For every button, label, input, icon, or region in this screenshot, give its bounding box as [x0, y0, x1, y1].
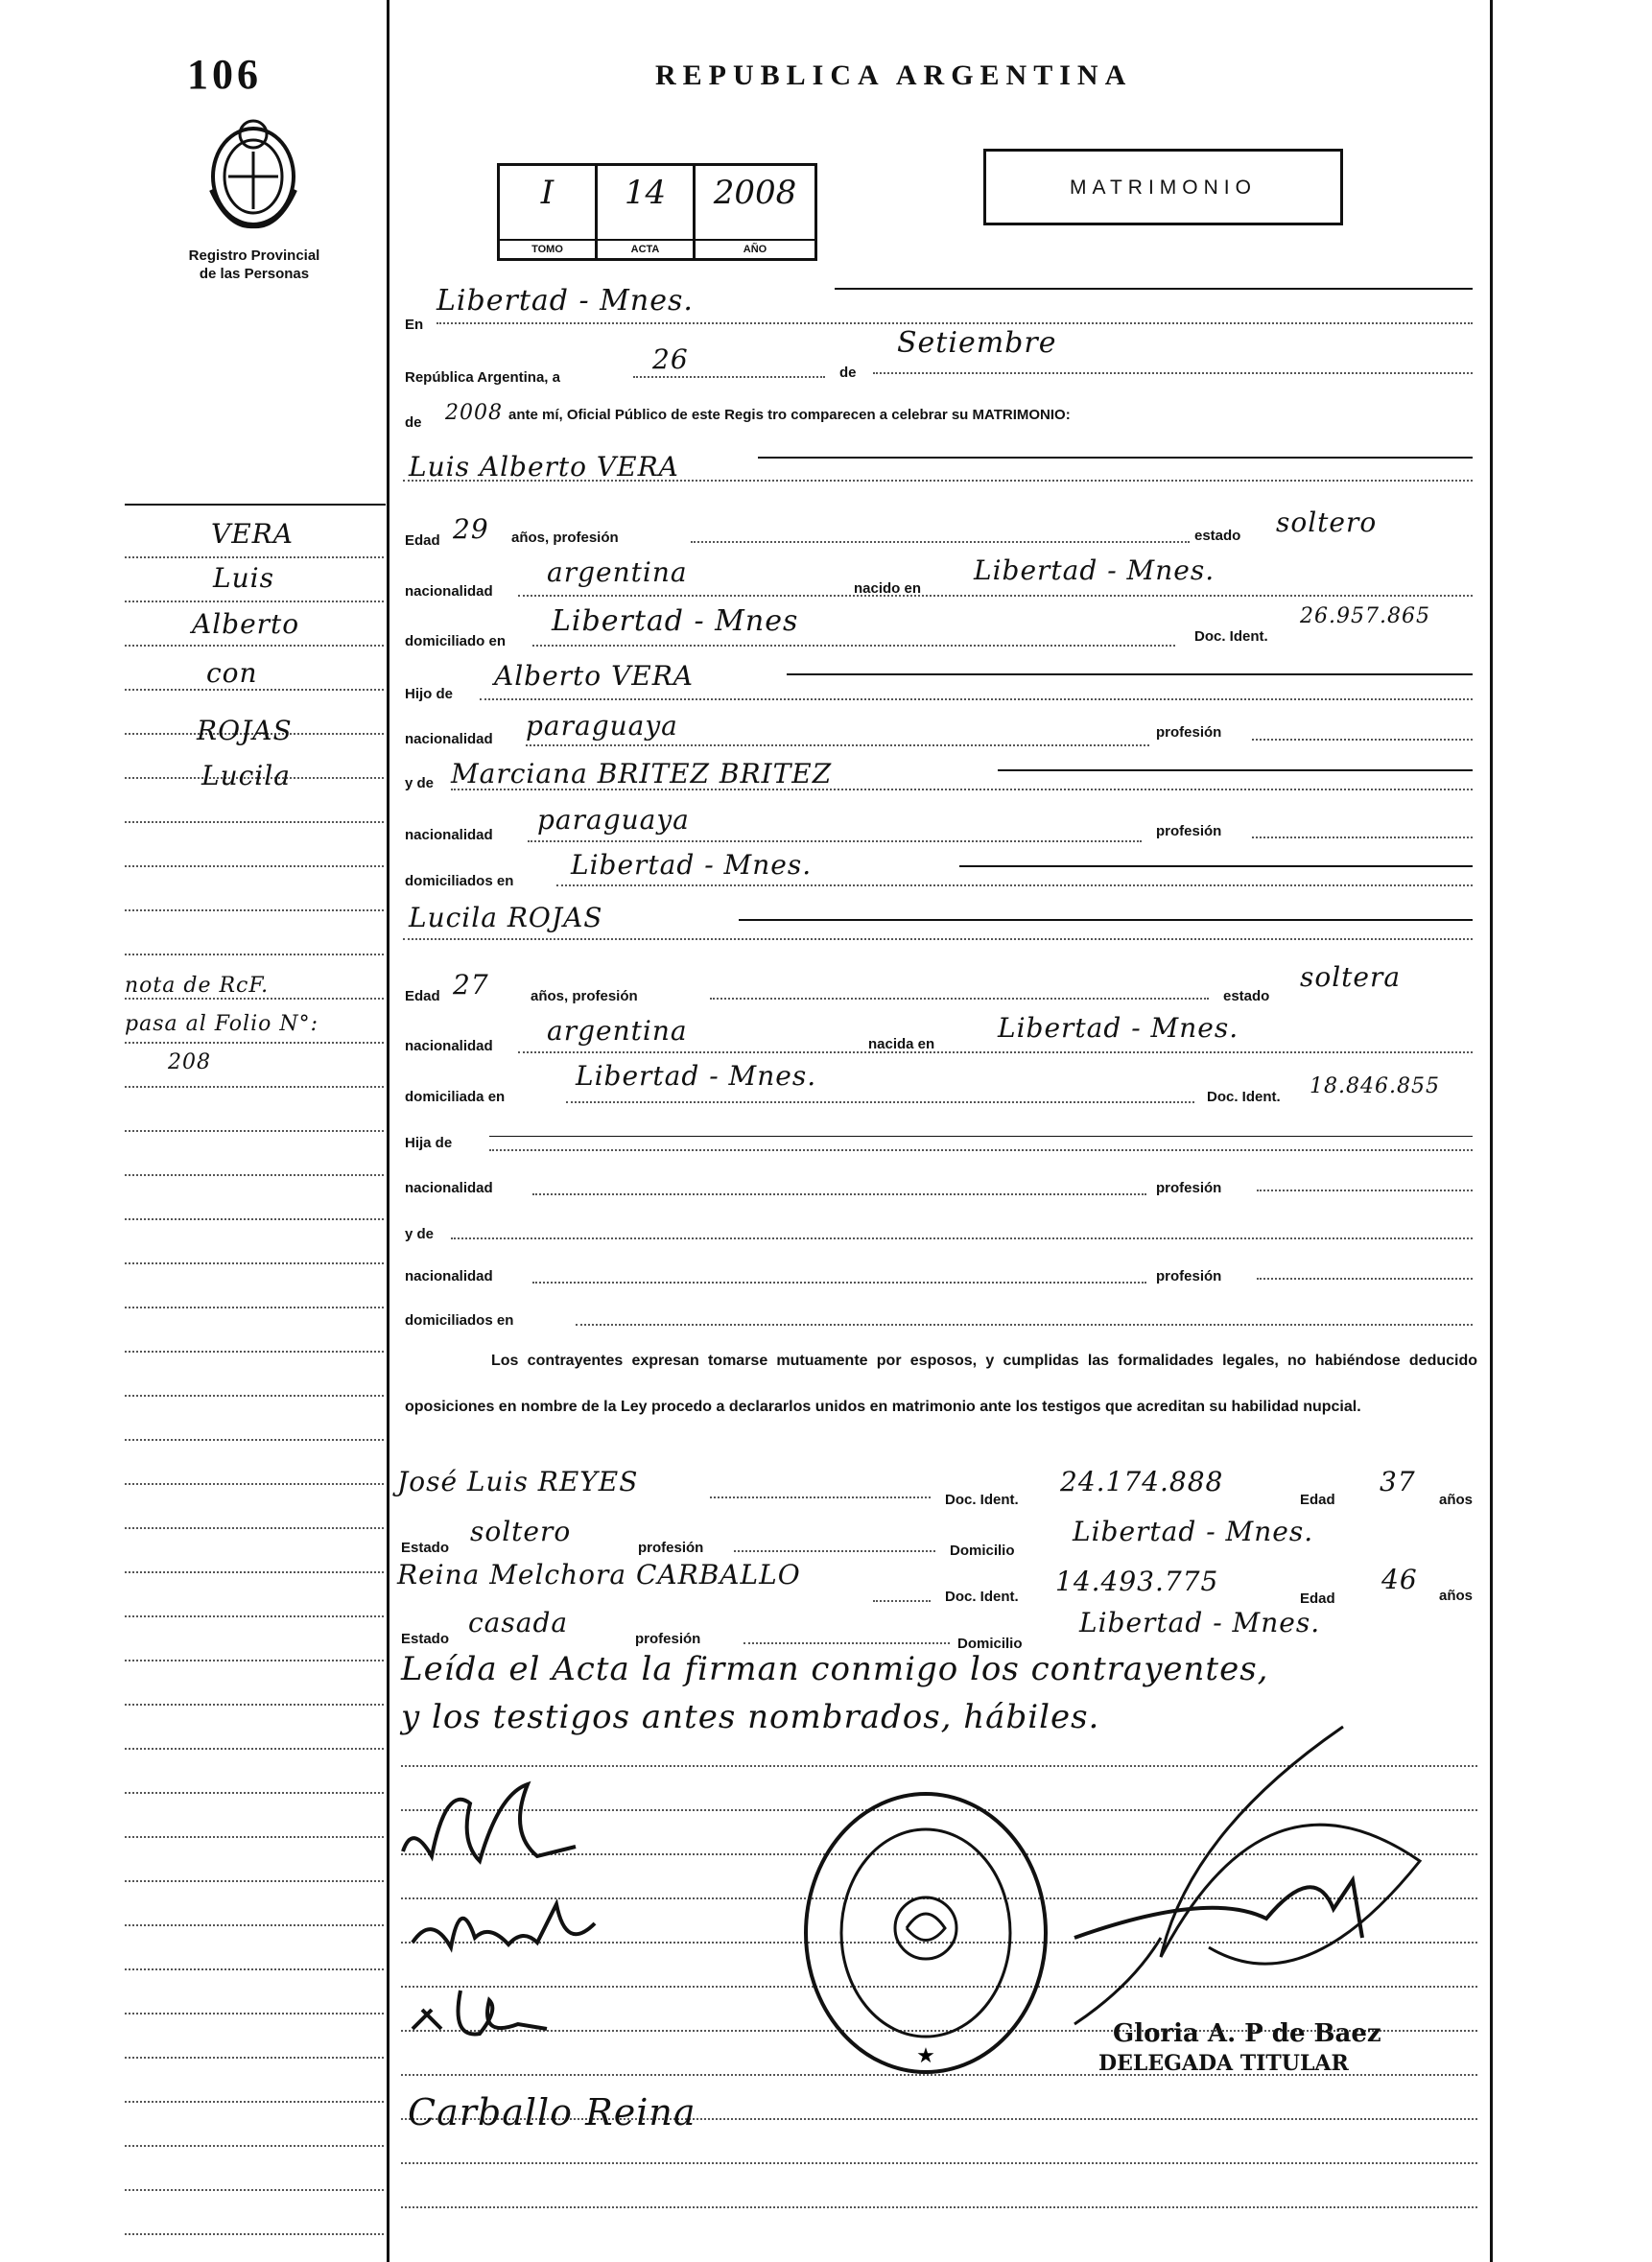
anios-label: años: [1439, 1588, 1474, 1604]
fill-line: [710, 1496, 931, 1498]
body-ruled-line: [401, 2206, 1477, 2208]
nacionalidad-label: nacionalidad: [405, 1038, 493, 1054]
margin-ruled-line: [125, 1527, 384, 1529]
anios-label: años: [1439, 1492, 1474, 1508]
hijo-label: Hijo de: [405, 686, 454, 702]
en-label: En: [405, 317, 424, 333]
fill-line: [437, 322, 1473, 324]
edad-label: Edad: [1300, 1590, 1335, 1607]
lugar-value: Libertad - Mnes.: [437, 284, 694, 318]
act-type-box: [983, 149, 1343, 225]
fill-line: [532, 1193, 1146, 1195]
acta-label: ACTA: [598, 239, 693, 258]
estado-label: estado: [1223, 988, 1270, 1004]
nacionalidad-label: nacionalidad: [405, 731, 493, 747]
margin-ruled-line: [125, 998, 384, 1000]
nacionalidad-label: nacionalidad: [405, 1268, 493, 1284]
act-type: MATRIMONIO: [1070, 177, 1257, 199]
closing-line-2: y los testigos antes nombrados, hábiles.: [401, 1698, 1100, 1736]
closing-line-1: Leída el Acta la firman conmigo los contrayentes,: [401, 1650, 1269, 1688]
nacida-label: nacida en: [868, 1036, 935, 1052]
estado-label: Estado: [401, 1631, 450, 1647]
fill-line: [489, 1149, 1473, 1151]
witness2-age: 46: [1381, 1564, 1418, 1595]
registry-name: Registro Provincial de las Personas: [188, 247, 320, 282]
anio-cell: [696, 166, 814, 258]
margin-ruled-line: [125, 2189, 384, 2191]
tomo-cell: [500, 166, 598, 258]
fill-line: [518, 1051, 1473, 1053]
doc-label: Doc. Ident.: [945, 1492, 1019, 1508]
mother-nacionalidad: paraguaya: [537, 804, 690, 836]
domiciliados-label: domiciliados en: [405, 873, 514, 889]
estado-label: estado: [1194, 528, 1241, 544]
profesion-label: profesión: [1156, 1180, 1222, 1196]
edad-label: Edad: [405, 532, 440, 549]
fill-line: [526, 744, 1149, 746]
nacionalidad-label: nacionalidad: [405, 827, 493, 843]
nacionalidad-label: nacionalidad: [405, 583, 493, 600]
anios-profesion-label: años, profesión: [531, 988, 638, 1004]
country-title: REPUBLICA ARGENTINA: [655, 59, 1133, 91]
domicilio-label: Domicilio: [950, 1543, 1015, 1559]
fill-line: [739, 919, 1473, 921]
fill-line: [451, 1237, 1473, 1239]
official-title: DELEGADA TITULAR: [1098, 2051, 1349, 2076]
margin-ruled-line: [125, 645, 384, 647]
margin-note-firstname: Luis: [213, 562, 274, 594]
margin-ruled-line: [125, 865, 384, 867]
margin-ruled-line: [125, 2145, 384, 2147]
comparecen-text: ante mí, Oficial Público de este Regis tro comparecen a celebrar su MATRIMONIO:: [508, 407, 1071, 423]
y-de-label: y de: [405, 775, 435, 791]
fill-line: [403, 480, 1473, 482]
nacido-label: nacido en: [854, 580, 922, 597]
fill-line: [743, 1642, 950, 1644]
groom-age: 29: [453, 513, 489, 545]
witness2-domicilio: Libertad - Mnes.: [1079, 1607, 1321, 1638]
margin-ruled-line: [125, 601, 384, 602]
republica-label: República Argentina, a: [405, 369, 560, 386]
fill-line: [873, 1600, 931, 1602]
tomo-value: I: [540, 174, 555, 212]
profesion-label: profesión: [638, 1540, 704, 1556]
fill-line: [403, 938, 1473, 940]
bride-birthplace: Libertad - Mnes.: [998, 1012, 1239, 1044]
edad-label: Edad: [405, 988, 440, 1004]
fill-line: [1252, 739, 1473, 741]
margin-note-bride-name: Lucila: [201, 760, 291, 791]
hija-label: Hija de: [405, 1135, 453, 1151]
svg-text:★: ★: [916, 2044, 935, 2068]
mother-name: Marciana BRITEZ BRITEZ: [451, 758, 833, 789]
fill-line: [787, 673, 1473, 675]
margin-ruled-line: [125, 1571, 384, 1573]
witness2-doc: 14.493.775: [1055, 1566, 1219, 1597]
official-signature: [1017, 1717, 1439, 2034]
witness2-estado: casada: [468, 1607, 569, 1638]
fill-line: [532, 645, 1175, 647]
witness2-signature: Carballo Reina: [408, 2091, 696, 2133]
margin-ruled-line: [125, 821, 384, 823]
fill-line: [566, 1101, 1194, 1103]
witness2-name: Reina Melchora CARBALLO: [397, 1559, 801, 1590]
fill-line: [758, 457, 1473, 459]
fill-line: [1252, 836, 1473, 838]
fill-line: [835, 288, 1473, 290]
witness1-estado: soltero: [470, 1516, 572, 1547]
doc-label: Doc. Ident.: [945, 1589, 1019, 1605]
right-border: [1490, 0, 1493, 2262]
estado-label: Estado: [401, 1540, 450, 1556]
margin-ruled-line: [125, 1262, 384, 1264]
declaration-paragraph: Los contrayentes expresan tomarse mutuamente por esposos, y cumplidas las formalidades legales, no habiéndose deducido oposiciones en nombre de la Ley procedo a declararlos unidos en matrimonio ante los testigos que acreditan su habilidad nupcial.: [405, 1353, 1477, 1415]
margin-ruled-line: [125, 1615, 384, 1617]
fill-line: [518, 595, 1473, 597]
fill-line: [528, 840, 1142, 842]
y-de-label: y de: [405, 1226, 435, 1242]
father-name: Alberto VERA: [494, 660, 695, 692]
fill-line: [556, 884, 1473, 886]
groom-nacionalidad: argentina: [547, 556, 688, 588]
anio-acto: 2008: [445, 401, 503, 425]
margin-ruled-line: [125, 909, 384, 911]
margin-ruled-line: [125, 1792, 384, 1794]
anios-profesion-label: años, profesión: [511, 530, 619, 546]
margin-note-folio-number: 208: [168, 1050, 211, 1074]
domiciliada-label: domiciliada en: [405, 1089, 506, 1105]
margin-solid-line: [125, 504, 386, 506]
margin-ruled-line: [125, 1042, 384, 1044]
fill-line: [489, 1136, 1473, 1137]
tomo-label: TOMO: [500, 239, 595, 258]
fill-line: [873, 372, 1473, 374]
margin-note-con: con: [206, 657, 258, 689]
margin-ruled-line: [125, 1704, 384, 1706]
fill-line: [998, 769, 1473, 771]
groom-name: Luis Alberto VERA: [409, 451, 679, 483]
margin-note-surname: VERA: [211, 518, 294, 550]
margin-ruled-line: [125, 1174, 384, 1176]
bride-nacionalidad: argentina: [547, 1015, 688, 1047]
bride-age: 27: [453, 969, 489, 1001]
groom-domicilio: Libertad - Mnes: [552, 604, 799, 638]
fill-line: [1257, 1278, 1473, 1280]
fill-line: [1257, 1190, 1473, 1191]
anio-label: AÑO: [696, 239, 814, 258]
bride-doc: 18.846.855: [1310, 1074, 1440, 1098]
dia-value: 26: [652, 343, 689, 375]
profesion-label: profesión: [1156, 724, 1222, 741]
nacionalidad-label: nacionalidad: [405, 1180, 493, 1196]
margin-ruled-line: [125, 1307, 384, 1308]
groom-doc: 26.957.865: [1300, 604, 1430, 628]
fill-line: [532, 1282, 1146, 1284]
bride-estado: soltera: [1300, 961, 1402, 993]
acta-cell: [598, 166, 696, 258]
parents-domicilio: Libertad - Mnes.: [571, 849, 813, 881]
margin-ruled-line: [125, 1086, 384, 1088]
fill-line: [451, 789, 1473, 790]
coat-of-arms-icon: [200, 113, 307, 233]
margin-ruled-line: [125, 954, 384, 955]
margin-ruled-line: [125, 1968, 384, 1970]
fill-line: [576, 1324, 1473, 1326]
profesion-label: profesión: [635, 1631, 701, 1647]
groom-signature: [393, 1765, 585, 1880]
bride-domicilio: Libertad - Mnes.: [576, 1060, 817, 1092]
page-number: 106: [187, 51, 262, 98]
margin-ruled-line: [125, 1836, 384, 1838]
margin-ruled-line: [125, 1660, 384, 1661]
acta-value: 14: [624, 174, 667, 212]
fill-line: [710, 998, 1209, 1000]
bride-name: Lucila ROJAS: [409, 902, 603, 933]
bride-signature: [403, 1885, 614, 1971]
de-label: de: [839, 365, 857, 381]
margin-ruled-line: [125, 1439, 384, 1441]
profesion-label: profesión: [1156, 823, 1222, 839]
witness1-signature: [403, 1981, 556, 2053]
domiciliados-label: domiciliados en: [405, 1312, 514, 1329]
fill-line: [959, 865, 1473, 867]
margin-note-rcf: nota de RcF.: [125, 974, 270, 998]
profesion-label: profesión: [1156, 1268, 1222, 1284]
margin-ruled-line: [125, 556, 384, 558]
margin-ruled-line: [125, 1880, 384, 1882]
mes-value: Setiembre: [897, 326, 1057, 360]
fill-line: [633, 376, 825, 378]
margin-ruled-line: [125, 1351, 384, 1353]
margin-ruled-line: [125, 1395, 384, 1397]
anio-prefix: de: [405, 414, 422, 431]
official-name: Gloria A. P de Baez: [1113, 2019, 1381, 2048]
margin-ruled-line: [125, 2233, 384, 2235]
doc-label: Doc. Ident.: [1207, 1089, 1281, 1105]
witness1-doc: 24.174.888: [1060, 1466, 1224, 1497]
margin-ruled-line: [125, 2013, 384, 2015]
margin-ruled-line: [125, 689, 384, 691]
doc-label: Doc. Ident.: [1194, 628, 1268, 645]
anio-value: 2008: [713, 174, 797, 212]
margin-ruled-line: [125, 2057, 384, 2059]
edad-label: Edad: [1300, 1492, 1335, 1508]
witness1-age: 37: [1380, 1466, 1416, 1497]
margin-note-folio: pasa al Folio N°:: [125, 1012, 319, 1036]
father-nacionalidad: paraguaya: [526, 710, 678, 742]
margin-ruled-line: [125, 1483, 384, 1485]
domiciliado-label: domiciliado en: [405, 633, 507, 649]
fill-line: [480, 698, 1473, 700]
groom-estado: soltero: [1276, 507, 1378, 538]
groom-birthplace: Libertad - Mnes.: [974, 554, 1215, 586]
margin-ruled-line: [125, 1218, 384, 1220]
margin-note-bride-surname: ROJAS: [197, 715, 293, 746]
witness1-domicilio: Libertad - Mnes.: [1073, 1516, 1314, 1547]
margin-ruled-line: [125, 1130, 384, 1132]
left-column-divider: [387, 0, 389, 2262]
margin-ruled-line: [125, 2101, 384, 2103]
margin-note-middlename: Alberto: [192, 608, 300, 640]
fill-line: [734, 1550, 935, 1552]
domicilio-label: Domicilio: [957, 1636, 1023, 1652]
registry-index-box: [497, 163, 817, 261]
margin-ruled-line: [125, 1924, 384, 1926]
witness1-name: José Luis REYES: [397, 1466, 639, 1497]
margin-ruled-line: [125, 1748, 384, 1750]
fill-line: [691, 541, 1190, 543]
body-ruled-line: [401, 2162, 1477, 2164]
